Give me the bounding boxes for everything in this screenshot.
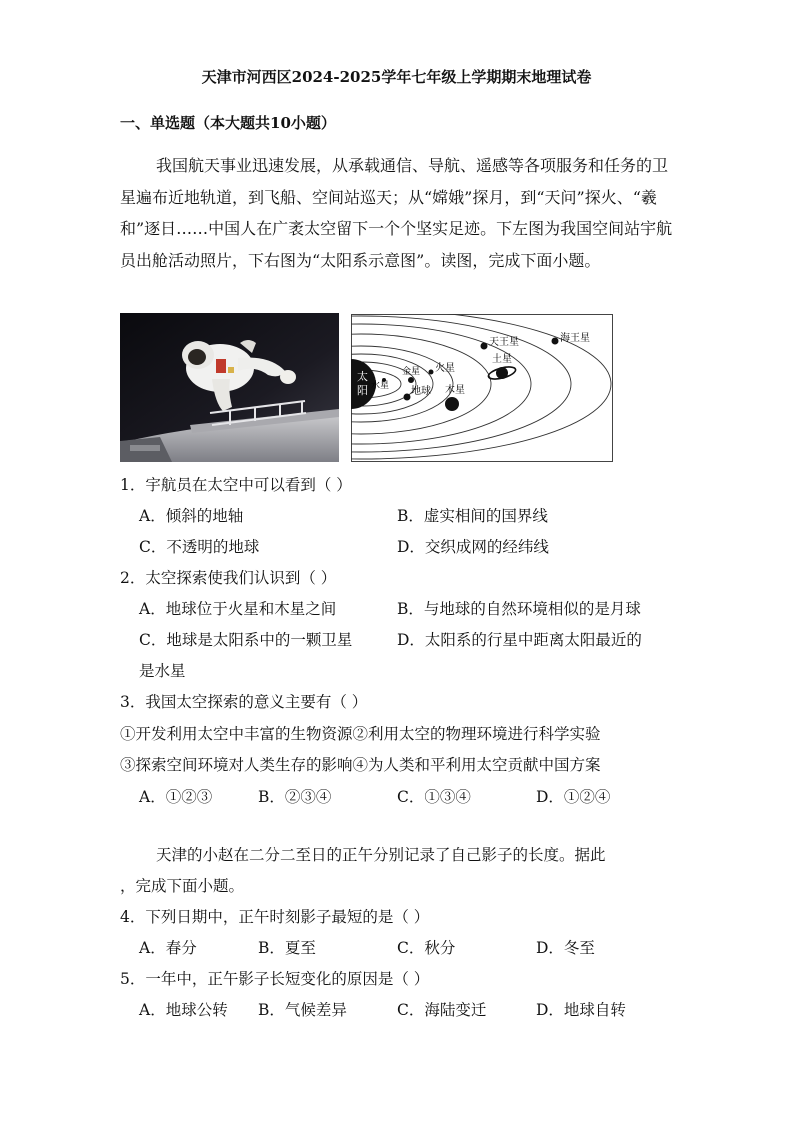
sun-label-1: 太 — [357, 370, 368, 383]
question-4: 4．下列日期中，正午时刻影子最短的是（ ） — [120, 908, 430, 926]
q3-statement-line-2: ③探索空间环境对人类生存的影响④为人类和平利用太空贡献中国方案 — [120, 756, 601, 774]
q3-statement-line-1: ①开发利用太空中丰富的生物资源②利用太空的物理环境进行科学实验 — [120, 725, 601, 743]
astronaut-photo — [120, 313, 339, 462]
q4-option-b[interactable]: B．夏至 — [258, 939, 316, 957]
q5-option-a[interactable]: A．地球公转 — [139, 1001, 228, 1019]
question-5: 5．一年中，正午影子长短变化的原因是（ ） — [120, 970, 430, 988]
q2-option-c[interactable]: C．地球是太阳系中的一颗卫星 — [139, 631, 353, 649]
q5-option-c[interactable]: C．海陆变迁 — [397, 1001, 487, 1019]
q1-option-c[interactable]: C．不透明的地球 — [139, 538, 260, 556]
saturn-label: 土星 — [492, 354, 512, 365]
q2-option-d-continued: 是水星 — [139, 662, 186, 680]
uranus-label: 天王星 — [489, 337, 519, 348]
passage-shadow-line-1: 天津的小赵在二分二至日的正午分别记录了自己影子的长度。据此 — [156, 846, 606, 864]
sun-label-2: 阳 — [357, 384, 368, 397]
mercury-label: 水星 — [371, 381, 390, 391]
venus-label: 金星 — [402, 367, 421, 377]
neptune-icon — [552, 338, 559, 345]
venus-icon — [408, 377, 414, 383]
q5-option-b[interactable]: B．气候差异 — [258, 1001, 347, 1019]
question-3: 3．我国太空探索的意义主要有（ ） — [120, 693, 368, 711]
q1-option-a[interactable]: A．倾斜的地轴 — [139, 507, 244, 525]
q3-option-d[interactable]: D．①②④ — [536, 788, 611, 806]
q1-option-d[interactable]: D．交织成网的经纬线 — [397, 538, 549, 556]
q3-option-b[interactable]: B．②③④ — [258, 788, 332, 806]
q4-option-a[interactable]: A．春分 — [139, 939, 197, 957]
jupiter-icon — [445, 397, 459, 411]
q4-option-d[interactable]: D．冬至 — [536, 939, 595, 957]
q2-option-a[interactable]: A．地球位于火星和木星之间 — [139, 600, 337, 618]
neptune-label: 海王星 — [560, 333, 590, 344]
section-heading: 一、单选题（本大题共10小题） — [120, 114, 336, 132]
mars-label: 火星 — [435, 363, 455, 374]
q1-option-b[interactable]: B．虚实相间的国界线 — [397, 507, 548, 525]
passage-space-exploration: 我国航天事业迅速发展，从承载通信、导航、遥感等各项服务和任务的卫星遍布近地轨道，到飞船、空间站巡天；从“嫦娥”探月，到“天问”探火、“羲和”逐日……中国人在广袤太空留下一个个坚实足迹。下左图为我国空间站宇航员出舱活动照片，下右图为“太阳系示意图”。读图，完成下面小题。 — [120, 156, 673, 270]
question-1: 1．宇航员在太空中可以看到（ ） — [120, 476, 352, 494]
q2-option-b[interactable]: B．与地球的自然环境相似的是月球 — [397, 600, 641, 618]
q5-option-d[interactable]: D．地球自转 — [536, 1001, 626, 1019]
question-2: 2．太空探索使我们认识到（ ） — [120, 569, 337, 587]
earth-label: 地球 — [411, 386, 431, 397]
passage-shadow-line-2: ，完成下面小题。 — [120, 877, 245, 895]
q3-option-c[interactable]: C．①③④ — [397, 788, 471, 806]
q2-option-d[interactable]: D．太阳系的行星中距离太阳最近的 — [397, 631, 642, 649]
solar-system-diagram — [351, 314, 613, 462]
earth-icon — [404, 394, 411, 401]
exam-title: 天津市河西区2024-2025学年七年级上学期期末地理试卷 — [201, 68, 592, 86]
saturn-icon — [496, 367, 508, 379]
q3-option-a[interactable]: A．①②③ — [139, 788, 213, 806]
jupiter-label: 木星 — [445, 385, 465, 396]
uranus-icon — [481, 343, 488, 350]
q4-option-c[interactable]: C．秋分 — [397, 939, 456, 957]
mars-icon — [429, 370, 434, 375]
